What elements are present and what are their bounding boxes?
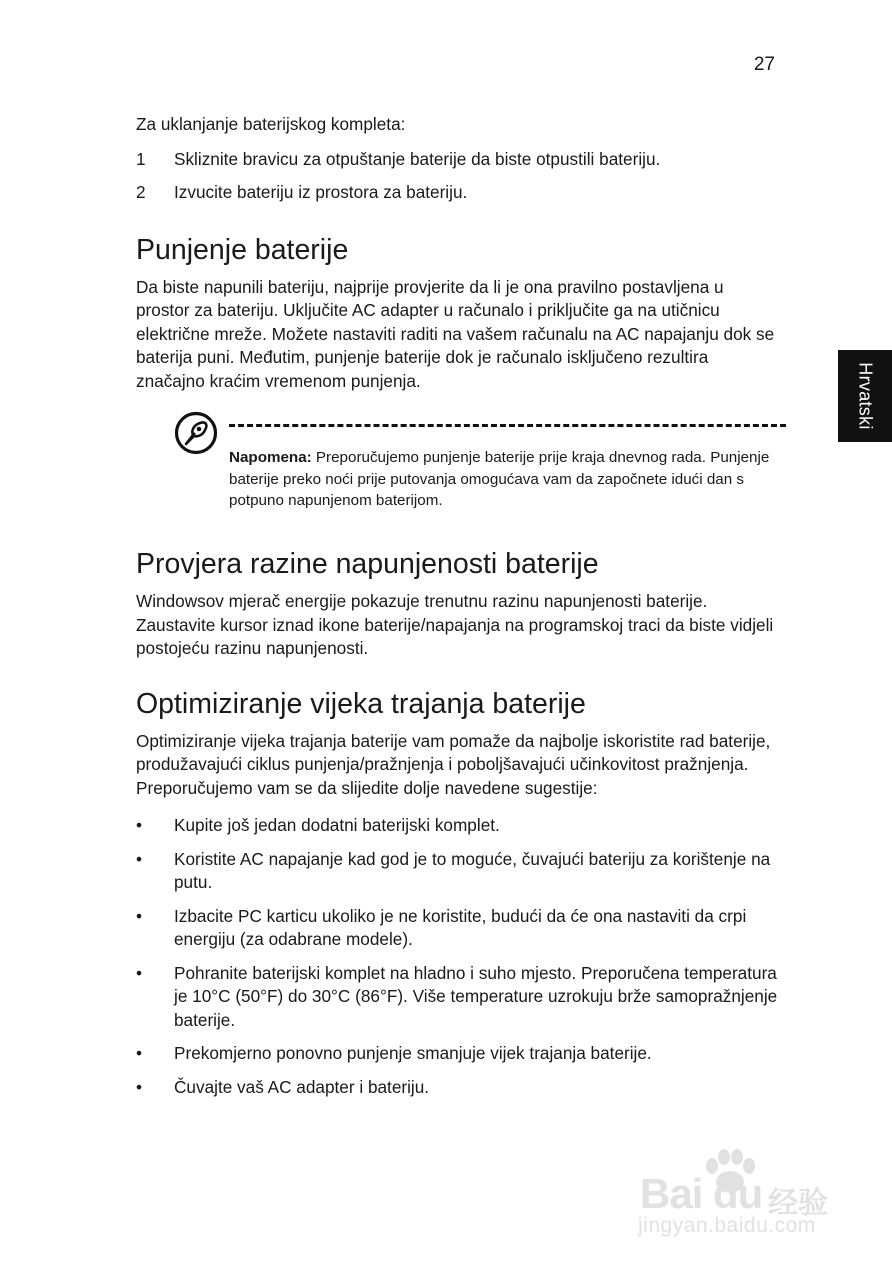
note-box xyxy=(136,411,781,521)
tips-list xyxy=(136,814,781,1099)
note-label: Napomena: xyxy=(229,449,312,466)
step-number: 2 xyxy=(136,182,146,202)
note-divider xyxy=(229,424,786,427)
list-item xyxy=(136,962,781,1033)
step-text: Skliznite bravicu za otpuštanje baterije da biste otpustili bateriju. xyxy=(174,148,661,169)
list-item xyxy=(136,848,781,895)
list-item xyxy=(136,905,781,952)
bullet-marker: • xyxy=(136,1043,143,1063)
section-heading-charging: Punjenje baterije xyxy=(136,233,349,266)
bullet-marker: • xyxy=(136,905,143,926)
baidu-watermark xyxy=(630,1148,850,1248)
list-item-text: Čuvajte vaš AC adapter i bateriju. xyxy=(174,1076,430,1097)
step-item xyxy=(136,181,781,205)
section-heading-check-level: Provjera razine napunjenosti baterije xyxy=(136,548,599,580)
list-item-text: Pohranite baterijski komplet na hladno i suho mjesto. Preporučena temperatura je 10°C (50°F) do 30°C (86°F). Više temperature uzrokuju brže samopražnjenje baterije. xyxy=(174,962,778,1030)
language-tab xyxy=(838,350,892,442)
note-body: Preporučujemo punjenje baterije prije kraja dnevnog rada. Punjenje baterije preko noći prije putovanja omogućava vam da započnete idući dan s potpuno napunjenom baterijom. xyxy=(229,449,770,509)
section-body-charging: Da biste napunili bateriju, najprije provjerite da li je ona pravilno postavljena u prostor za bateriju. Uključite AC adapter u računalo i priključite ga na utičnicu električne mreže. Možete nastaviti raditi na vašem računalu na AC napajanju dok se baterija puni. Međutim, punjenje baterije dok je računalo isključeno rezultira značajno kraćim vremenom punjenja. xyxy=(136,276,775,391)
step-number: 1 xyxy=(136,148,146,169)
bullet-marker: • xyxy=(136,962,143,983)
page-number: 27 xyxy=(753,54,775,75)
list-item-text: Prekomjerno ponovno punjenje smanjuje vijek trajanja baterije. xyxy=(174,1043,652,1063)
list-item-text: Izbacite PC karticu ukoliko je ne koristite, budući da će ona nastaviti da crpi energiju (za odabrane modele). xyxy=(174,905,747,949)
list-item xyxy=(136,1042,781,1066)
watermark-logo: Bai du xyxy=(640,1170,763,1217)
list-item-text: Koristite AC napajanje kad god je to moguće, čuvajući bateriju za korištenje na putu. xyxy=(174,848,771,892)
section-body-optimize: Optimiziranje vijeka trajanja baterije vam pomaže da najbolje iskoristite rad baterije, produžavajući ciklus punjenja/pražnjenja i poboljšavajući učinkovitost pražnjenja. Preporučujemo vam se da slijedite dolje navedene sugestije: xyxy=(136,730,771,798)
step-text: Izvucite bateriju iz prostora za bateriju. xyxy=(174,182,468,202)
note-text xyxy=(229,447,774,512)
list-item xyxy=(136,1076,781,1100)
section-body-check-level: Windowsov mjerač energije pokazuje trenutnu razinu napunjenosti baterije. Zaustavite kursor iznad ikone baterije/napajanja na programskoj traci da biste vidjeli postojeću razinu napunjenosti. xyxy=(136,591,774,658)
pen-nib-icon xyxy=(174,411,218,455)
language-tab-label: Hrvatski xyxy=(855,362,876,430)
list-item xyxy=(136,814,781,838)
watermark-url: jingyan.baidu.com xyxy=(638,1214,816,1237)
steps-list xyxy=(136,148,781,205)
intro-text: Za uklanjanje baterijskog kompleta: xyxy=(136,114,406,134)
bullet-marker: • xyxy=(136,1076,143,1097)
section-heading-optimize: Optimiziranje vijeka trajanja baterije xyxy=(136,687,586,720)
list-item-text: Kupite još jedan dodatni baterijski komplet. xyxy=(174,815,500,835)
bullet-marker: • xyxy=(136,815,143,835)
page-content xyxy=(136,113,781,1109)
bullet-marker: • xyxy=(136,848,143,869)
step-item xyxy=(136,148,781,172)
watermark-cn: 经验 xyxy=(768,1187,828,1220)
